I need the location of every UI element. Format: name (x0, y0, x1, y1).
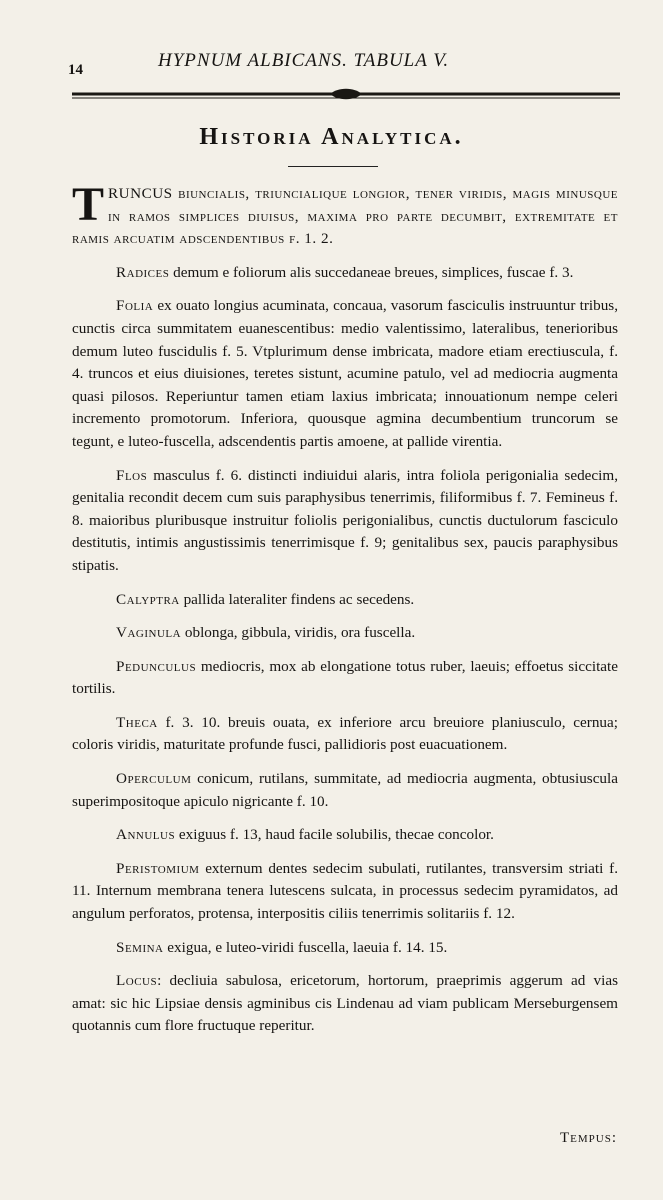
paragraph-lead: Operculum (116, 770, 192, 788)
paragraph-text: RUNCUS biuncialis, triuncialique longior, tener viridis, magis minusque in ramos simplices diuisus, maxima pro parte decumbit, extremitate et ramis arcuatim adscendentibus f. 1. 2. (72, 185, 618, 248)
paragraph-semina (72, 937, 618, 960)
paragraph-lead: Pedunculus (116, 657, 197, 675)
paragraph-text: oblonga, gibbula, viridis, ora fuscella. (181, 624, 416, 642)
paragraph-lead: Vaginula (116, 624, 182, 642)
page-number: 14 (68, 62, 83, 78)
title-underline (288, 166, 378, 167)
paragraph-text: masculus f. 6. distincti indiuidui alaris, intra foliola perigonialia sedecim, genitalia recondit decem cum suis paraphysibus tenerrimis, filiformibus f. 7. Femineus f. 8. maioribus pluribusque instruitur foliolis perigonialibus, cunctis ductulorum fasciculo destitutis, intimis angustissimis tenerrimisque f. 9; genitalibus sex, paucis paraphysibus stipatis. (72, 466, 618, 574)
catchword: Tempus: (559, 1130, 617, 1146)
paragraph-text: ex ouato longius acuminata, concaua, vasorum fasciculis instruuntur tribus, cunctis circa summitatem euanescentibus: medio valentissimo, lateralibus, tenerioribus demum luteo fuscidulis f. 5. Vtplurimum dense imbricata, madore etiam erectiuscula, f. 4. truncos et eius diuisiones, teretes sistunt, acumine patulo, vel ad mediocria augmenta quasi pilosos. Reperiuntur tamen etiam laxius imbricata; innouationum nempe celeri incremento promotorum. Inferiora, quousque agmina decumbentium truncorum se tegunt, e luteo-fuscella, adscendentis partis amoene, at pallide virentia. (72, 297, 618, 450)
paragraph-folia (72, 295, 618, 453)
paragraph-annulus (72, 824, 618, 847)
paragraph-lead: Flos (116, 466, 148, 484)
paragraph-text: exigua, e luteo-viridi fuscella, laeuia f. 14. 15. (163, 938, 448, 956)
paragraph-lead: Locus (116, 972, 158, 990)
paragraph-locus (72, 970, 618, 1038)
paragraph-text: f. 3. 10. breuis ouata, ex inferiore arcu breuiore planiusculo, cernua; coloris viridis, maturitate profunde fusci, pallidioris post euacuationem. (72, 713, 618, 754)
paragraph-text: : decliuia sabulosa, ericetorum, hortorum, praeprimis aggerum ad vias amat: sic hic Lipsiae densis agminibus cis Lindenau ad viam publicam Merseburgensem quotannis cum flore fructuque reperitur. (72, 972, 618, 1035)
paragraph-theca (72, 712, 618, 757)
paragraph-text: mediocris, mox ab elongatione totus ruber, laeuis; effoetus siccitate tortilis. (72, 657, 618, 698)
drop-cap: T (72, 178, 105, 231)
paragraph-lead: Theca (116, 713, 158, 731)
paragraph-text: conicum, rutilans, summitate, ad mediocria augmenta, obtusiuscula superimpositoque apiculo nigricante f. 10. (72, 770, 618, 810)
paragraph-text: exiguus f. 13, haud facile solubilis, thecae concolor. (175, 826, 494, 844)
paragraph-flos (72, 465, 618, 578)
section-title: Historia Analytica. (199, 124, 464, 150)
paragraph-text: externum dentes sedecim subulati, rutilantes, transversim striati f. 11. Internum membrana tenera lutescens sulcata, in processus sedecim pyramidatos, ad angulum perforatos, protensa, interpositis ciliis tenerrimis solitariis f. 12. (72, 859, 618, 923)
paragraph-lead: Annulus (116, 826, 176, 844)
paragraph-lead: Folia (116, 297, 154, 315)
paragraph-truncus (72, 178, 618, 251)
paragraph-radices (72, 262, 618, 285)
paragraph-lead: Radices (116, 263, 170, 281)
body-text (72, 178, 618, 1049)
paragraph-vaginula (72, 622, 618, 645)
running-title: HYPNUM ALBICANS. TABULA V. (158, 50, 450, 71)
paragraph-calyptra (72, 589, 618, 612)
paragraph-peristomium (72, 858, 618, 926)
paragraph-lead: Semina (116, 938, 164, 956)
paragraph-pedunculus (72, 656, 618, 701)
paragraph-text: pallida lateraliter findens ac secedens. (179, 590, 415, 608)
paragraph-lead: Calyptra (116, 590, 180, 608)
paragraph-lead: Peristomium (116, 859, 200, 877)
ornamental-rule (72, 87, 620, 101)
paragraph-operculum (72, 768, 618, 813)
paragraph-text: demum e foliorum alis succedaneae breues, simplices, fuscae f. 3. (169, 263, 574, 281)
